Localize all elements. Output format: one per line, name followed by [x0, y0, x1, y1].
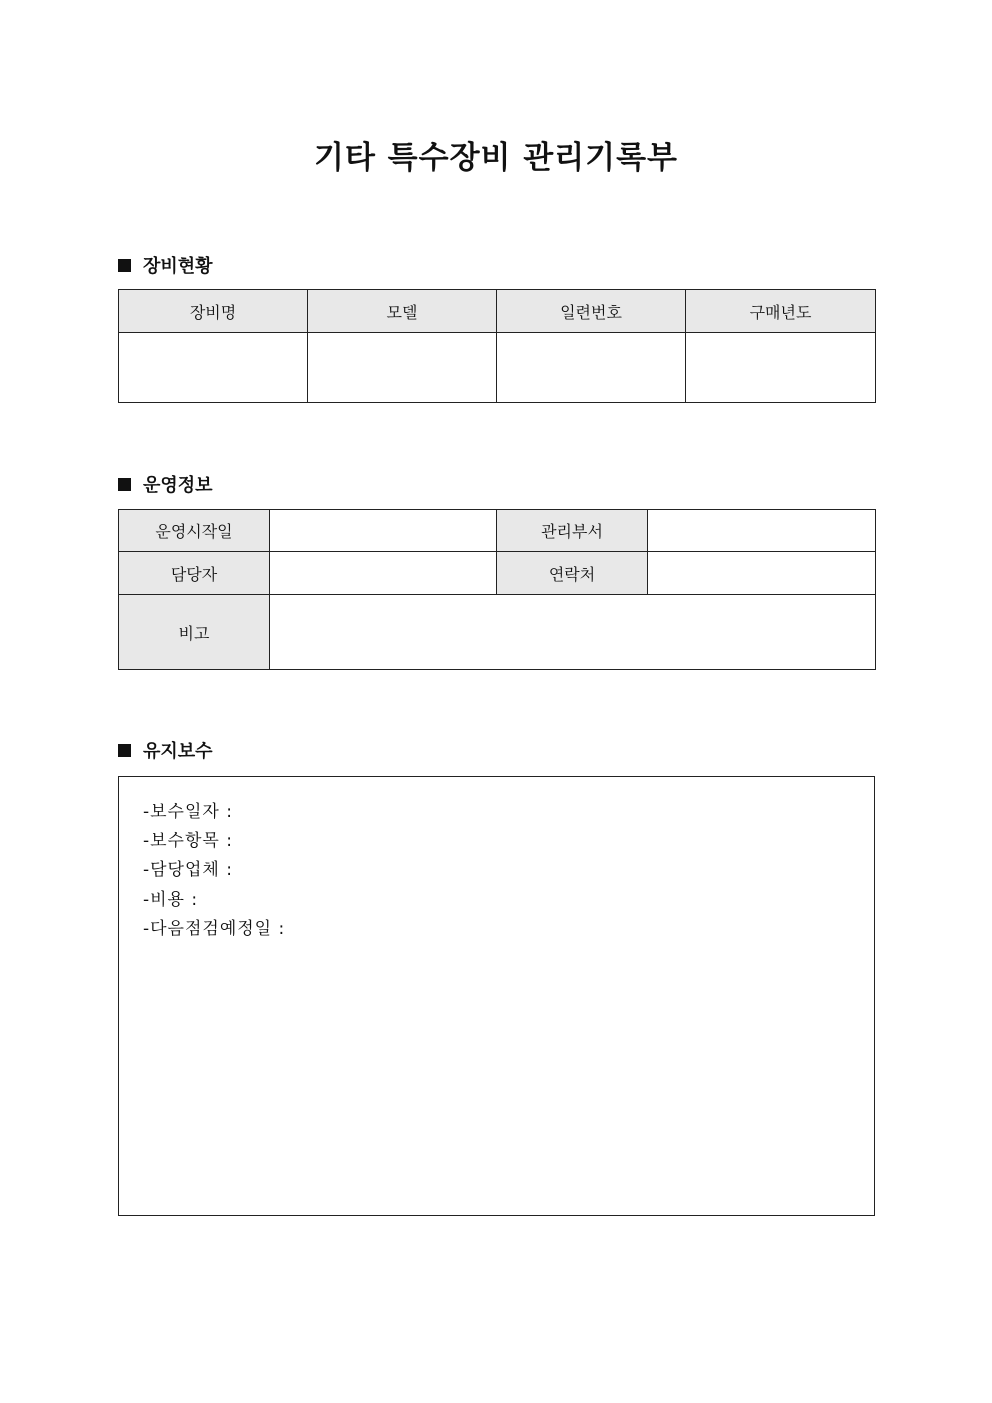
table-row [119, 510, 876, 552]
square-bullet-icon [118, 259, 131, 272]
contact-field[interactable] [648, 552, 876, 595]
maintenance-item-line: -보수항목 : [143, 831, 233, 851]
department-field[interactable] [648, 510, 876, 552]
maintenance-cost-line: -비용 : [143, 890, 199, 910]
model-field[interactable] [308, 333, 497, 403]
section-title: 운영정보 [143, 475, 213, 496]
maintenance-vendor-line: -담당업체 : [143, 860, 233, 880]
maintenance-date-line: -보수일자 : [143, 802, 233, 822]
table-header-row [119, 290, 876, 333]
document-title: 기타 특수장비 관리기록부 [314, 140, 678, 176]
square-bullet-icon [118, 744, 131, 757]
section-title: 유지보수 [143, 741, 213, 762]
start-date-label: 운영시작일 [119, 510, 270, 552]
remarks-field[interactable] [270, 595, 876, 670]
section-heading-operation [118, 471, 213, 497]
serial-number-field[interactable] [497, 333, 686, 403]
header-purchase-year: 구매년도 [686, 290, 876, 333]
remarks-label: 비고 [119, 595, 270, 670]
contact-label: 연락처 [497, 552, 648, 595]
header-equipment-name: 장비명 [119, 290, 308, 333]
maintenance-notes-box[interactable] [118, 776, 875, 1216]
purchase-year-field[interactable] [686, 333, 876, 403]
manager-label: 담당자 [119, 552, 270, 595]
section-heading-maintenance [118, 737, 213, 763]
square-bullet-icon [118, 478, 131, 491]
next-inspection-line: -다음점검예정일 : [143, 919, 286, 939]
header-model: 모델 [308, 290, 497, 333]
table-row [119, 595, 876, 670]
start-date-field[interactable] [270, 510, 497, 552]
table-row [119, 552, 876, 595]
equipment-table [118, 289, 876, 403]
section-title: 장비현황 [143, 256, 213, 277]
section-heading-equipment [118, 252, 213, 278]
department-label: 관리부서 [497, 510, 648, 552]
manager-field[interactable] [270, 552, 497, 595]
header-serial-number: 일련번호 [497, 290, 686, 333]
equipment-name-field[interactable] [119, 333, 308, 403]
operation-table [118, 509, 876, 670]
table-row [119, 333, 876, 403]
